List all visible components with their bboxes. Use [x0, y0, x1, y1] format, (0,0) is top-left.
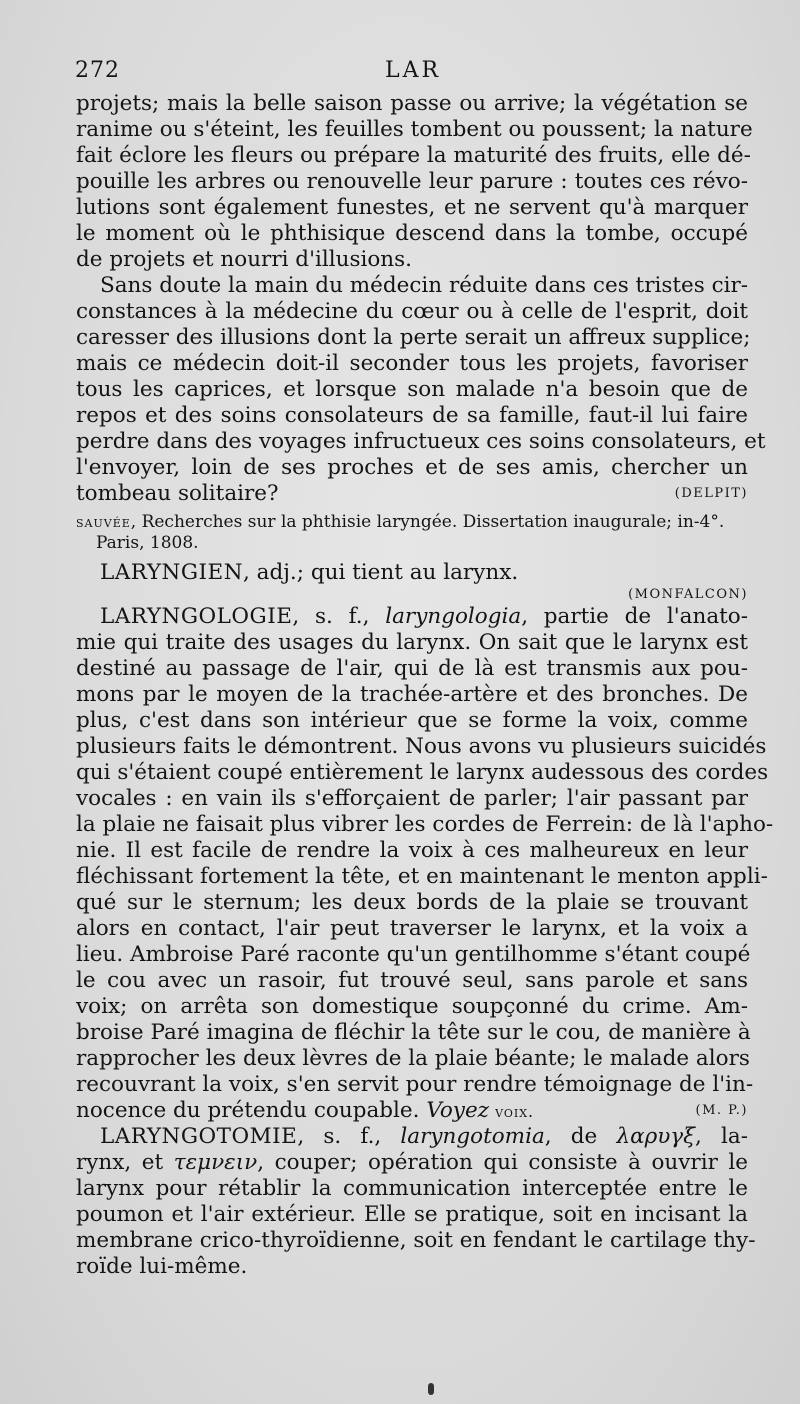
running-head: LAR — [385, 58, 442, 83]
text-fragment: tombeau solitaire? — [76, 481, 279, 506]
entry-latin: laryngologia — [385, 604, 522, 629]
biblio-title: , Recherches sur la phthisie laryngée. Dissertation inaugurale; in-4°. — [130, 512, 725, 532]
entry-laryngien — [76, 560, 748, 604]
entry-headword: LARYNGIEN — [100, 560, 244, 585]
text-line: caresser des illusions dont la perte serait un affreux supplice; — [76, 325, 751, 350]
text-line: mie qui traite des usages du larynx. On sait que le larynx est — [76, 630, 748, 655]
bottom-ornament — [428, 1383, 434, 1395]
text-line: ranime ou s'éteint, les feuilles tombent ou poussent; la nature — [76, 117, 753, 142]
text-line: poumon et l'air extérieur. Elle se pratique, soit en incisant la — [76, 1202, 748, 1227]
entry-headword: LARYNGOTOMIE — [100, 1124, 298, 1149]
text-line: le cou avec un rasoir, fut trouvé seul, sans parole et sans — [76, 968, 748, 993]
entry-line — [76, 560, 748, 586]
text-line — [76, 481, 748, 507]
text-line: qui s'étaient coupé entièrement le larynx audessous des cordes — [76, 760, 769, 785]
text-line: mais ce médecin doit-il seconder tous les projets, favoriser — [76, 351, 748, 376]
page-number: 272 — [75, 58, 120, 83]
text-line: constances à la médecine du cœur ou à celle de l'esprit, doit — [76, 299, 748, 324]
text-line: lieu. Ambroise Paré raconte qu'un gentilhomme s'étant coupé — [76, 942, 751, 967]
entry-definition: , partie de l'anato- — [521, 604, 748, 629]
biblio-author: sauvée — [76, 512, 131, 531]
entry-line — [76, 1124, 748, 1150]
page-body — [76, 91, 774, 1280]
text-line: plusieurs faits le démontrent. Nous avons vu plusieurs suicidés — [76, 734, 767, 759]
text-fragment: , de — [544, 1124, 617, 1149]
text-line — [76, 1150, 748, 1176]
entry-laryngotomie — [76, 1124, 756, 1280]
text-line: Sans doute la main du médecin réduite dans ces tristes cir- — [100, 273, 749, 298]
text-line: fléchissant fortement la tête, et en maintenant le menton appli- — [76, 864, 768, 889]
paragraph-medecin — [76, 273, 766, 507]
text-line: lutions sont également funestes, et ne servent qu'à marquer — [76, 195, 748, 220]
text-fragment: , la- — [695, 1124, 748, 1149]
text-fragment: rynx, et — [76, 1150, 174, 1175]
text-line: fait éclore les fleurs ou prépare la maturité des fruits, elle dé- — [76, 143, 751, 168]
entry-pos: , s. f., — [297, 1124, 401, 1149]
entry-headword: LARYNGOLOGIE — [100, 604, 293, 629]
author-attribution: (DELPIT) — [674, 486, 748, 501]
paragraph-phthisie-end — [76, 91, 753, 273]
text-line: rapprocher les deux lèvres de la plaie béante; le malade alors — [76, 1046, 750, 1071]
text-line: plus, c'est dans son intérieur que se forme la voix, comme — [76, 708, 748, 733]
cross-reference-voyez: Voyez — [426, 1098, 490, 1123]
text-line: mons par le moyen de la trachée-artère et des bronches. De — [76, 682, 748, 707]
text-line: recouvrant la voix, s'en servit pour rendre témoignage de l'in- — [76, 1072, 754, 1097]
bibliography-reference — [76, 511, 748, 554]
entry-laryngologie — [76, 604, 774, 1124]
text-line: destiné au passage de l'air, qui de là est transmis aux pou- — [76, 656, 748, 681]
text-line: nie. Il est facile de rendre la voix à ces malheureux en leur — [76, 838, 748, 863]
text-line: projets; mais la belle saison passe ou arrive; la végétation se — [76, 91, 748, 116]
text-line: pouille les arbres ou renouvelle leur parure : toutes ces révo- — [76, 169, 748, 194]
text-line: de projets et nourri d'illusions. — [76, 247, 413, 272]
biblio-line — [76, 511, 748, 533]
text-line: broise Paré imagina de fléchir la tête sur le cou, de manière à — [76, 1020, 751, 1045]
author-attribution: (MONFALCON) — [628, 587, 748, 602]
text-line: le moment où le phthisique descend dans la tombe, occupé — [76, 221, 748, 246]
page-header — [75, 58, 750, 90]
text-fragment: nocence du prétendu coupable. — [76, 1098, 427, 1123]
cross-reference-target: voix. — [489, 1102, 535, 1121]
entry-line — [76, 604, 748, 630]
text-fragment: , couper; opération qui consiste à ouvrir le — [257, 1150, 748, 1175]
text-line: repos et des soins consolateurs de sa famille, faut-il lui faire — [76, 403, 748, 428]
text-line: voix; on arrêta son domestique soupçonné du crime. Am- — [76, 994, 748, 1019]
greek-word: λαρυγξ — [616, 1124, 695, 1149]
text-line — [76, 1098, 748, 1124]
text-line: roïde lui-même. — [76, 1254, 248, 1279]
text-line: l'envoyer, loin de ses proches et de ses amis, chercher un — [76, 455, 748, 480]
text-line: qué sur le sternum; les deux bords de la plaie se trouvant — [76, 890, 748, 915]
text-line: la plaie ne faisait plus vibrer les cordes de Ferrein: de là l'apho- — [76, 812, 774, 837]
greek-word: τεμνειν — [173, 1150, 258, 1175]
text-line: tous les caprices, et lorsque son malade n'a besoin que de — [76, 377, 748, 402]
text-line: membrane crico-thyroïdienne, soit en fendant le cartilage thy- — [76, 1228, 756, 1253]
entry-latin: laryngotomia — [400, 1124, 545, 1149]
biblio-line: Paris, 1808. — [96, 533, 199, 553]
text-line: larynx pour rétablir la communication interceptée entre le — [76, 1176, 748, 1201]
author-attribution: (M. P.) — [695, 1103, 748, 1118]
text-line: alors en contact, l'air peut traverser le larynx, et la voix a — [76, 916, 748, 941]
text-line: perdre dans des voyages infructueux ces soins consolateurs, et — [76, 429, 766, 454]
entry-pos: , s. f., — [292, 604, 386, 629]
text-line: vocales : en vain ils s'efforçaient de parler; l'air passant par — [76, 786, 748, 811]
entry-definition: , adj.; qui tient au larynx. — [243, 560, 519, 585]
